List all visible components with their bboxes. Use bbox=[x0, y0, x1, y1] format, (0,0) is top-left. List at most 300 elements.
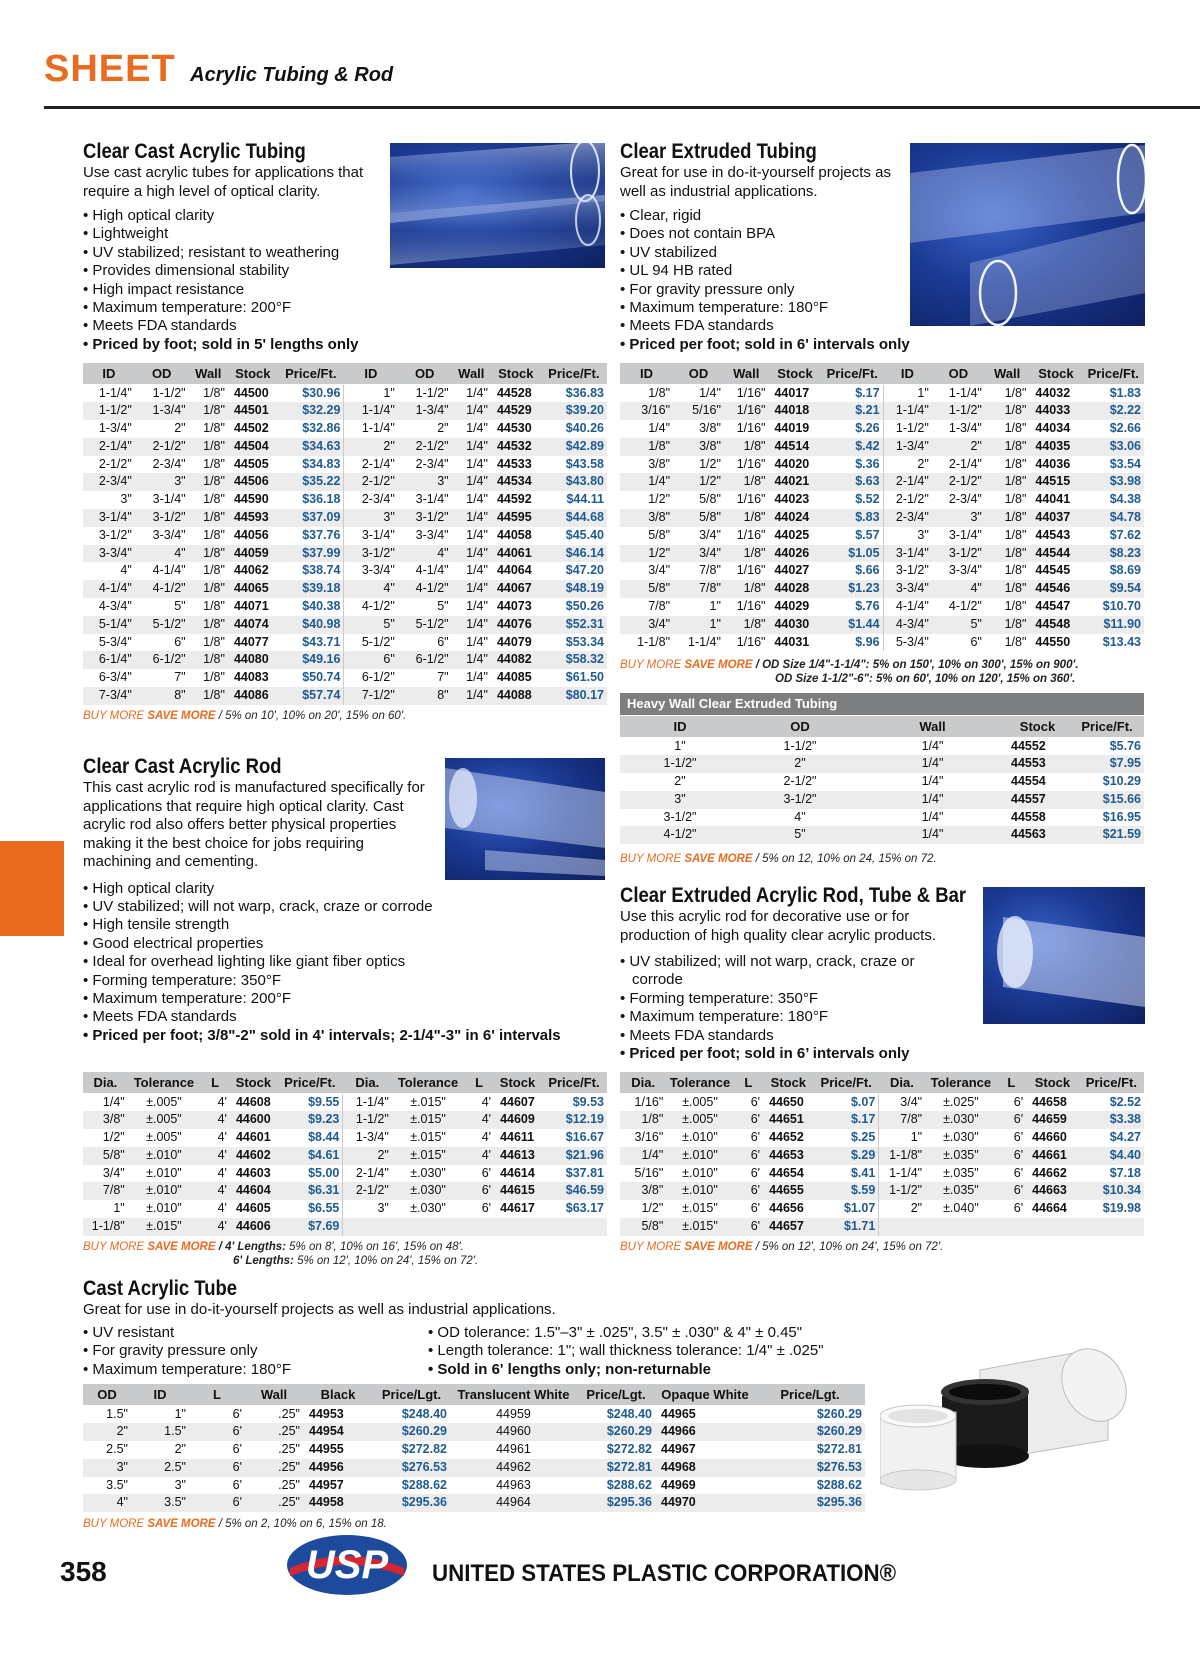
table-cell: 1-1/8" bbox=[879, 1147, 925, 1165]
table-cell: 3-3/4" bbox=[948, 563, 982, 578]
table-cell: 1/8" bbox=[189, 616, 228, 634]
table-row bbox=[620, 384, 1144, 402]
table-cell: 5/16" bbox=[673, 402, 724, 420]
table-cell: $10.70 bbox=[1102, 599, 1141, 614]
table-cell: 1/16" bbox=[736, 634, 766, 649]
table-cell: $40.98 bbox=[278, 616, 344, 634]
feature-list-left bbox=[83, 1324, 413, 1379]
table-cell: $272.81 bbox=[816, 1442, 862, 1457]
table-cell: 3" bbox=[883, 527, 932, 545]
table-cell: 1-1/4" bbox=[883, 402, 932, 420]
table-cell: 1-3/4" bbox=[343, 1129, 392, 1147]
table-cell: ±.015" bbox=[392, 1111, 464, 1129]
table-cell: 44652 bbox=[769, 1130, 804, 1145]
table-cell: 4' bbox=[481, 1094, 492, 1109]
table-cell: $3.98 bbox=[1082, 473, 1144, 491]
table-cell: 1/4" bbox=[102, 1094, 125, 1109]
cast-tube-photo bbox=[880, 1340, 1150, 1500]
table-row bbox=[83, 473, 607, 491]
table-cell: 44059 bbox=[228, 545, 278, 563]
table-cell: 44655 bbox=[763, 1182, 814, 1200]
table-cell: $10.34 bbox=[1079, 1182, 1144, 1200]
table-cell: 44061 bbox=[491, 545, 541, 563]
table-cell: $43.58 bbox=[565, 456, 604, 471]
table-cell: 2-1/2" bbox=[135, 438, 189, 456]
table-cell: 1/4" bbox=[466, 492, 488, 507]
table-cell: $276.53 bbox=[755, 1459, 865, 1477]
table-cell: 6-1/4" bbox=[83, 651, 135, 669]
table-cell: 4' bbox=[481, 1130, 492, 1145]
heavy-wall-price-table bbox=[620, 716, 1144, 844]
table-cell: $260.29 bbox=[755, 1423, 865, 1441]
table-cell: 3/4" bbox=[648, 563, 671, 578]
table-cell: 4-1/2" bbox=[620, 826, 740, 844]
table-cell: 3/8" bbox=[673, 438, 724, 456]
table-cell: 1/4" bbox=[466, 456, 488, 471]
table-cell: ±.010" bbox=[146, 1165, 182, 1180]
table-row bbox=[83, 1129, 607, 1147]
table-row bbox=[83, 420, 607, 438]
table-cell: 44650 bbox=[769, 1094, 804, 1109]
table-row bbox=[83, 616, 607, 634]
feature-list bbox=[620, 207, 950, 354]
table-cell: 44552 bbox=[1011, 738, 1046, 753]
table-cell: 44958 bbox=[303, 1494, 373, 1512]
table-cell: 6' bbox=[232, 1477, 242, 1492]
bullet-item: • Maximum temperature: 180°F bbox=[620, 1008, 955, 1026]
feature-list bbox=[83, 207, 383, 354]
table-cell: 1/8" bbox=[189, 438, 228, 456]
table-cell: 2-3/4" bbox=[415, 456, 449, 471]
bullet-item: • Clear, rigid bbox=[620, 207, 950, 225]
table-cell: $.25 bbox=[850, 1130, 876, 1145]
table-cell: 1-1/4" bbox=[948, 385, 982, 400]
table-cell: 4" bbox=[120, 563, 132, 578]
table-cell: $7.69 bbox=[277, 1218, 343, 1236]
table-cell: 3-1/2" bbox=[344, 545, 398, 563]
table-cell: 44557 bbox=[1005, 791, 1070, 809]
bullet-item-bold: • Priced per foot; sold in 6' intervals only bbox=[620, 336, 950, 354]
table-cell: 44062 bbox=[233, 563, 269, 578]
table-row bbox=[83, 1165, 607, 1183]
column-header: Wall bbox=[985, 363, 1030, 384]
table-cell: 6' bbox=[232, 1442, 242, 1457]
table-cell: 2-1/4" bbox=[343, 1165, 392, 1183]
table-cell: 44658 bbox=[1032, 1094, 1067, 1109]
table-cell: 44961 bbox=[496, 1442, 531, 1457]
table-cell: 5" bbox=[437, 599, 449, 614]
table-row bbox=[620, 456, 1144, 474]
table-cell: $80.17 bbox=[541, 687, 607, 705]
table-cell: 1-1/8" bbox=[83, 1218, 128, 1236]
table-cell: 5/8" bbox=[699, 492, 721, 507]
table-cell: $.83 bbox=[822, 509, 884, 527]
column-header: Dia. bbox=[879, 1072, 925, 1093]
table-cell: $16.95 bbox=[1102, 809, 1141, 824]
table-cell: 1/4" bbox=[620, 1147, 666, 1165]
table-cell: 2-3/4" bbox=[344, 491, 398, 509]
page-header bbox=[44, 48, 393, 93]
table-row bbox=[620, 737, 1144, 755]
table-row bbox=[620, 809, 1144, 827]
table-cell: $272.81 bbox=[577, 1459, 655, 1477]
table-cell: 1.5" bbox=[131, 1423, 189, 1441]
table-cell: 4" bbox=[398, 545, 452, 563]
cast-tube-price-table bbox=[83, 1384, 865, 1512]
table-cell: $5.76 bbox=[1109, 738, 1141, 753]
table-cell: 4-1/2" bbox=[948, 599, 982, 614]
table-cell: 44071 bbox=[233, 599, 269, 614]
table-cell: ±.030" bbox=[943, 1130, 979, 1145]
table-cell: 44076 bbox=[491, 616, 541, 634]
table-cell: 3-1/2" bbox=[663, 809, 697, 824]
table-cell: 7-3/4" bbox=[83, 687, 135, 705]
table-cell: $288.62 bbox=[606, 1477, 652, 1492]
column-header: Stock bbox=[494, 1072, 541, 1093]
table-row bbox=[83, 1111, 607, 1129]
bullet-item-bold: • Priced by foot; sold in 5' lengths only bbox=[83, 336, 383, 354]
column-header: Tolerance bbox=[925, 1072, 997, 1093]
table-cell bbox=[879, 1218, 925, 1236]
table-cell: 2-1/2" bbox=[343, 1182, 392, 1200]
table-cell: 8" bbox=[135, 687, 189, 705]
bullet-item: • UV resistant bbox=[83, 1324, 413, 1342]
table-cell: $7.18 bbox=[1109, 1165, 1141, 1180]
table-cell: $43.71 bbox=[302, 634, 341, 649]
table-cell bbox=[925, 1218, 997, 1236]
extruded-tubing-section bbox=[620, 140, 910, 354]
table-cell: ±.035" bbox=[943, 1165, 979, 1180]
table-cell: 44529 bbox=[491, 402, 541, 420]
table-cell: ±.010" bbox=[128, 1182, 200, 1200]
section-description: Use cast acrylic tubes for applications that require a high level of optical clarity. bbox=[83, 164, 364, 200]
table-cell: $4.27 bbox=[1109, 1130, 1141, 1145]
table-cell: 1/16" bbox=[736, 563, 766, 578]
table-cell: $30.96 bbox=[302, 385, 341, 400]
table-cell: $47.20 bbox=[565, 563, 604, 578]
table-cell: 3-1/4" bbox=[948, 527, 982, 542]
table-row bbox=[620, 634, 1144, 652]
table-cell: 7/8" bbox=[673, 580, 724, 598]
table-cell: 44083 bbox=[233, 670, 269, 685]
column-header: Price/Ft. bbox=[277, 1072, 343, 1093]
table-cell: ±.030" bbox=[925, 1111, 997, 1129]
tube-illustration bbox=[390, 143, 605, 268]
table-cell: 44661 bbox=[1026, 1147, 1079, 1165]
table-row bbox=[620, 1182, 1144, 1200]
table-cell: 3/8" bbox=[648, 456, 671, 471]
table-cell: 3-3/4" bbox=[415, 527, 449, 542]
table-row bbox=[83, 669, 607, 687]
cast-rod-price-table bbox=[83, 1072, 607, 1236]
bullet-item: • Meets FDA standards bbox=[620, 1027, 955, 1045]
product-photo bbox=[390, 143, 605, 268]
bullet-item: • For gravity pressure only bbox=[83, 1342, 413, 1360]
table-cell: 1/2" bbox=[673, 473, 724, 491]
table-cell: 1/2" bbox=[620, 545, 673, 563]
table-row bbox=[83, 1423, 865, 1441]
table-cell: 4" bbox=[344, 580, 398, 598]
column-header: OD bbox=[83, 1384, 131, 1405]
table-cell: 1" bbox=[883, 384, 932, 402]
table-cell: ±.015" bbox=[410, 1130, 446, 1145]
table-cell: 1/8" bbox=[189, 651, 228, 669]
table-cell: 3-1/4" bbox=[152, 492, 186, 507]
product-photo bbox=[910, 143, 1145, 326]
table-row bbox=[620, 1200, 1144, 1218]
table-cell: 1/16" bbox=[736, 456, 766, 471]
table-cell: 44600 bbox=[230, 1111, 277, 1129]
column-header: OD bbox=[932, 363, 985, 384]
table-row bbox=[620, 438, 1144, 456]
table-cell: $53.34 bbox=[565, 634, 604, 649]
table-cell: 1-1/2" bbox=[883, 420, 932, 438]
bullet-item: • Meets FDA standards bbox=[620, 317, 950, 335]
svg-text:USP: USP bbox=[305, 1543, 389, 1587]
table-cell: 1/2" bbox=[641, 1201, 664, 1216]
table-cell: .25" bbox=[245, 1494, 303, 1512]
table-cell: 1-1/4" bbox=[344, 420, 398, 438]
table-cell: $.36 bbox=[855, 456, 880, 471]
table-cell: 6' bbox=[1013, 1130, 1024, 1145]
table-cell: 6-1/2" bbox=[135, 651, 189, 669]
table-cell: $1.83 bbox=[1109, 385, 1141, 400]
table-cell: 4' bbox=[217, 1130, 227, 1145]
table-cell: 1/2" bbox=[648, 492, 671, 507]
table-cell: 44500 bbox=[233, 385, 269, 400]
table-cell: $295.36 bbox=[373, 1494, 450, 1512]
table-cell: 3-1/4" bbox=[344, 527, 398, 545]
column-header: Price/Ft. bbox=[278, 363, 344, 384]
table-cell: 44534 bbox=[491, 473, 541, 491]
table-cell: 44035 bbox=[1029, 438, 1082, 456]
table-row bbox=[83, 545, 607, 563]
table-cell: 44654 bbox=[769, 1165, 804, 1180]
table-cell: 44659 bbox=[1026, 1111, 1079, 1129]
bullet-item: • Forming temperature: 350°F bbox=[83, 972, 618, 990]
table-cell: ±.010" bbox=[128, 1147, 200, 1165]
table-cell: $2.52 bbox=[1109, 1094, 1141, 1109]
table-row bbox=[83, 1218, 607, 1236]
column-header: Translucent White bbox=[450, 1384, 577, 1405]
column-header: Wall bbox=[860, 716, 1005, 737]
table-cell: 44615 bbox=[494, 1182, 541, 1200]
table-row bbox=[620, 826, 1144, 844]
column-header: Price/Ft. bbox=[1070, 716, 1144, 737]
table-cell: 44963 bbox=[496, 1477, 531, 1492]
table-cell: 44614 bbox=[500, 1165, 535, 1180]
table-cell: 6' bbox=[481, 1165, 492, 1180]
column-header: ID bbox=[620, 363, 673, 384]
table-cell bbox=[464, 1218, 494, 1236]
bullet-item: • Does not contain BPA bbox=[620, 225, 950, 243]
table-cell: 3.5" bbox=[131, 1494, 189, 1512]
column-header: Wall bbox=[724, 363, 769, 384]
table-cell: $4.78 bbox=[1082, 509, 1144, 527]
table-cell: 2" bbox=[174, 421, 186, 436]
table-cell: 44959 bbox=[496, 1406, 531, 1421]
column-header: ID bbox=[344, 363, 398, 384]
table-cell: $32.29 bbox=[278, 402, 344, 420]
column-header: OD bbox=[135, 363, 189, 384]
table-cell: $272.82 bbox=[606, 1442, 652, 1457]
table-cell: 1/4" bbox=[466, 563, 488, 578]
table-cell: $4.38 bbox=[1109, 492, 1141, 507]
table-cell: 1/4" bbox=[452, 651, 491, 669]
extruded-rod-section bbox=[620, 884, 970, 1063]
column-header: Stock bbox=[1029, 363, 1082, 384]
column-header: Opaque White bbox=[655, 1384, 755, 1405]
bullet-item: • High impact resistance bbox=[83, 281, 383, 299]
usp-logo bbox=[282, 1530, 412, 1600]
table-cell: 44546 bbox=[1029, 580, 1082, 598]
table-cell: 6' bbox=[464, 1182, 494, 1200]
column-header: Wall bbox=[452, 363, 491, 384]
column-header: Price/Ft. bbox=[814, 1072, 879, 1093]
table-cell: 44019 bbox=[774, 421, 810, 436]
table-cell: 4-1/4" bbox=[152, 563, 186, 578]
bullet-item: • Provides dimensional stability bbox=[83, 262, 383, 280]
table-cell: 44506 bbox=[228, 473, 278, 491]
table-cell: $8.23 bbox=[1082, 545, 1144, 563]
table-cell: 44085 bbox=[496, 670, 532, 685]
table-cell: $288.62 bbox=[401, 1477, 447, 1492]
table-cell: 2" bbox=[674, 774, 686, 789]
table-cell: 2-1/2" bbox=[932, 473, 985, 491]
table-row bbox=[83, 456, 607, 474]
table-cell: $44.11 bbox=[566, 492, 604, 507]
table-cell: 44969 bbox=[661, 1477, 696, 1492]
table-cell: 44028 bbox=[768, 580, 821, 598]
table-cell: .25" bbox=[278, 1477, 300, 1492]
table-cell: 6' bbox=[734, 1147, 763, 1165]
table-cell: 1" bbox=[673, 616, 724, 634]
table-cell: 6-3/4" bbox=[98, 670, 132, 685]
table-cell: 1-1/2" bbox=[620, 755, 740, 773]
table-cell: $58.32 bbox=[541, 651, 607, 669]
table-cell: $.26 bbox=[855, 421, 880, 436]
table-cell: 1/8" bbox=[189, 545, 228, 563]
rod-illustration bbox=[445, 758, 605, 880]
table-cell: 1/4" bbox=[452, 580, 491, 598]
table-cell: 2-3/4" bbox=[152, 456, 186, 471]
table-cell: 2" bbox=[343, 1147, 392, 1165]
table-cell: $61.50 bbox=[565, 670, 604, 685]
table-cell: $3.38 bbox=[1079, 1111, 1144, 1129]
bullet-item: • Forming temperature: 350°F bbox=[620, 990, 955, 1008]
table-cell: .25" bbox=[278, 1442, 300, 1457]
table-cell: $260.29 bbox=[816, 1406, 862, 1421]
column-header: Wall bbox=[245, 1384, 303, 1405]
table-cell: 3-1/2" bbox=[98, 527, 132, 542]
table-cell: 6' bbox=[750, 1130, 761, 1145]
column-header: L bbox=[734, 1072, 763, 1093]
table-cell: 44515 bbox=[1029, 473, 1082, 491]
table-cell: 2-1/2" bbox=[398, 438, 452, 456]
table-row bbox=[83, 1182, 607, 1200]
table-cell: $52.31 bbox=[541, 616, 607, 634]
table-cell: 44662 bbox=[1032, 1165, 1067, 1180]
table-cell: $40.38 bbox=[302, 599, 341, 614]
table-cell: 44962 bbox=[450, 1459, 577, 1477]
table-cell: $4.61 bbox=[277, 1147, 343, 1165]
table-cell: ±.035" bbox=[925, 1147, 997, 1165]
table-cell: $.96 bbox=[855, 634, 880, 649]
table-cell: 5" bbox=[344, 616, 398, 634]
bullet-item: • UV stabilized bbox=[620, 244, 950, 262]
table-cell: ±.005" bbox=[146, 1130, 182, 1145]
table-cell: 4' bbox=[217, 1094, 227, 1109]
table-cell: $12.19 bbox=[541, 1111, 607, 1129]
table-cell: $39.20 bbox=[541, 402, 607, 420]
table-cell: 1-3/4" bbox=[135, 402, 189, 420]
table-cell: $272.82 bbox=[401, 1442, 447, 1457]
table-cell: 3" bbox=[83, 1459, 131, 1477]
table-cell: 4-3/4" bbox=[883, 616, 932, 634]
table-cell: 3/4" bbox=[879, 1093, 925, 1111]
table-cell: $.57 bbox=[855, 527, 880, 542]
table-cell: 1/8" bbox=[203, 599, 225, 614]
table-row bbox=[83, 634, 607, 652]
table-cell: 44077 bbox=[233, 634, 269, 649]
table-cell: 1/8" bbox=[203, 670, 225, 685]
section-label: SHEET bbox=[44, 48, 176, 90]
table-cell: 44502 bbox=[233, 421, 269, 436]
table-cell: 1/8" bbox=[724, 473, 769, 491]
table-cell: ±.010" bbox=[682, 1130, 718, 1145]
table-cell: 1/8" bbox=[203, 421, 225, 436]
table-cell: 44544 bbox=[1029, 545, 1082, 563]
table-cell: 3-3/4" bbox=[83, 545, 135, 563]
table-cell: $21.96 bbox=[541, 1147, 607, 1165]
table-cell: 1/8" bbox=[1004, 634, 1027, 649]
table-cell: 4' bbox=[200, 1182, 230, 1200]
table-cell: 3/8" bbox=[699, 421, 721, 436]
table-row bbox=[83, 1477, 865, 1495]
buy-more-note: BUY MORE SAVE MORE / 5% on 12', 10% on 24', 15% on 72'. bbox=[620, 1241, 944, 1253]
table-cell: 2" bbox=[879, 1200, 925, 1218]
table-cell: 1-1/2" bbox=[415, 385, 449, 400]
table-cell: 2.5" bbox=[131, 1459, 189, 1477]
table-cell: .25" bbox=[245, 1423, 303, 1441]
table-cell: 4-1/4" bbox=[415, 563, 449, 578]
table-cell: 2" bbox=[83, 1423, 131, 1441]
table-cell: 1-1/4" bbox=[344, 402, 398, 420]
column-header: Stock bbox=[1026, 1072, 1079, 1093]
table-cell: .25" bbox=[245, 1459, 303, 1477]
table-row bbox=[83, 651, 607, 669]
table-cell: $19.98 bbox=[1102, 1201, 1141, 1216]
table-cell: 44056 bbox=[233, 527, 269, 542]
table-row bbox=[620, 527, 1144, 545]
table-cell: $11.90 bbox=[1082, 616, 1144, 634]
cast-rod-section bbox=[83, 755, 561, 1045]
table-cell: $.59 bbox=[814, 1182, 879, 1200]
table-cell: 44088 bbox=[491, 687, 541, 705]
table-cell: 1-1/4" bbox=[343, 1093, 392, 1111]
table-row bbox=[620, 420, 1144, 438]
bullet-item: • Maximum temperature: 200°F bbox=[83, 990, 618, 1008]
bullet-item: • Good electrical properties bbox=[83, 935, 618, 953]
table-cell: 44037 bbox=[1029, 509, 1082, 527]
table-row bbox=[83, 1405, 865, 1423]
table-cell: 44965 bbox=[661, 1406, 696, 1421]
table-cell: 44505 bbox=[233, 456, 269, 471]
table-cell: $49.16 bbox=[278, 651, 344, 669]
table-cell: 1-1/2" bbox=[879, 1182, 925, 1200]
table-cell: 44027 bbox=[774, 563, 810, 578]
feature-list bbox=[620, 953, 955, 1063]
